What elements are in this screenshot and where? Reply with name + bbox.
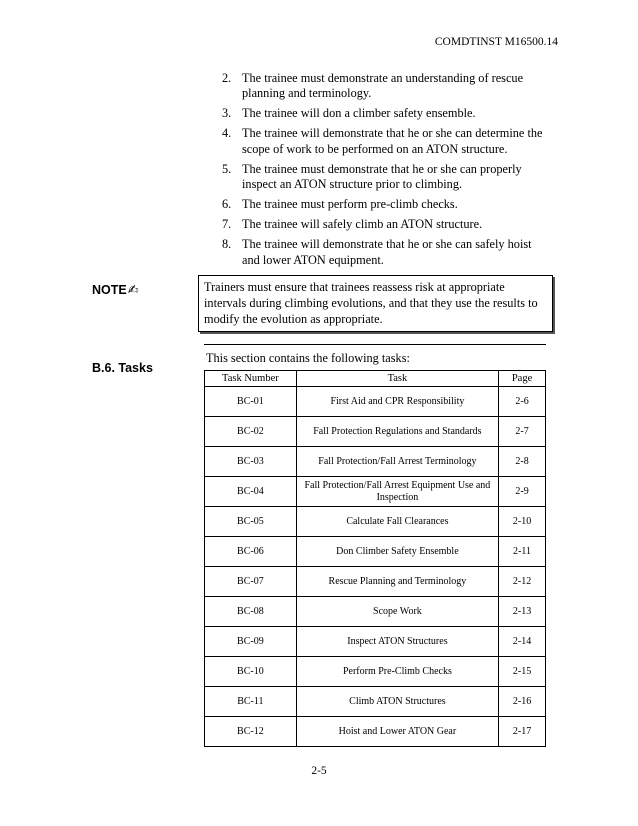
table-row (205, 447, 546, 477)
task-number-cell: BC-06 (205, 537, 297, 567)
document-id: COMDTINST M16500.14 (434, 36, 558, 48)
pen-hand-icon: ✍ (127, 283, 139, 298)
list-item (222, 217, 552, 232)
table-row (205, 627, 546, 657)
task-number-cell: BC-11 (205, 687, 297, 717)
table-row (205, 417, 546, 447)
task-name-cell: Hoist and Lower ATON Gear (296, 717, 498, 747)
task-name-cell: Fall Protection/Fall Arrest Equipment Use and Inspection (296, 477, 498, 507)
step-number: 8. (222, 237, 232, 252)
table-row (205, 387, 546, 417)
step-number: 4. (222, 126, 232, 141)
task-page-cell: 2-15 (499, 657, 546, 687)
task-page-cell: 2-9 (499, 477, 546, 507)
task-page-cell: 2-6 (499, 387, 546, 417)
step-text: The trainee must perform pre-climb checks. (242, 197, 458, 212)
task-number-cell: BC-04 (205, 477, 297, 507)
task-name-cell: Perform Pre-Climb Checks (296, 657, 498, 687)
task-name-cell: Fall Protection/Fall Arrest Terminology (296, 447, 498, 477)
task-number-cell: BC-07 (205, 567, 297, 597)
list-item (222, 162, 552, 193)
task-page-cell: 2-13 (499, 597, 546, 627)
header-task: Task (296, 371, 498, 387)
step-number: 2. (222, 71, 232, 85)
task-name-cell: Fall Protection Regulations and Standards (296, 417, 498, 447)
step-text: The trainee will don a climber safety ensemble. (242, 106, 476, 121)
task-page-cell: 2-7 (499, 417, 546, 447)
task-number-cell: BC-09 (205, 627, 297, 657)
table-row (205, 597, 546, 627)
table-row (205, 477, 546, 507)
task-number-cell: BC-08 (205, 597, 297, 627)
task-name-cell: Rescue Planning and Terminology (296, 567, 498, 597)
note-label (92, 283, 139, 298)
task-name-cell: Climb ATON Structures (296, 687, 498, 717)
list-item (222, 197, 552, 212)
step-text: The trainee must demonstrate that he or she can properly inspect an ATON structure prior to climbing. (242, 161, 522, 192)
tasks-table (204, 370, 546, 747)
list-item (222, 237, 552, 268)
task-page-cell: 2-12 (499, 567, 546, 597)
section-intro: This section contains the following tasks: (206, 351, 410, 365)
step-number: 7. (222, 217, 232, 232)
table-row (205, 717, 546, 747)
task-number-cell: BC-05 (205, 507, 297, 537)
task-page-cell: 2-16 (499, 687, 546, 717)
task-page-cell: 2-14 (499, 627, 546, 657)
task-page-cell: 2-11 (499, 537, 546, 567)
section-divider (204, 344, 546, 345)
step-list (222, 71, 552, 273)
task-number-cell: BC-02 (205, 417, 297, 447)
task-page-cell: 2-17 (499, 717, 546, 747)
task-name-cell: Inspect ATON Structures (296, 627, 498, 657)
table-row (205, 507, 546, 537)
task-number-cell: BC-12 (205, 717, 297, 747)
step-text: The trainee will demonstrate that he or she can safely hoist and lower ATON equipment. (242, 237, 532, 267)
page-number: 2-5 (311, 765, 327, 777)
note-label-text: NOTE (92, 283, 127, 297)
section-label: B.6. Tasks (92, 361, 153, 375)
note-box: Trainers must ensure that trainees reassess risk at appropriate intervals during climbing evolutions, and that they use the results to modify the evolution as appropriate. (198, 275, 553, 332)
header-page: Page (499, 371, 546, 387)
task-page-cell: 2-8 (499, 447, 546, 477)
table-row (205, 567, 546, 597)
header-task-number: Task Number (205, 371, 297, 387)
table-row (205, 537, 546, 567)
task-name-cell: Scope Work (296, 597, 498, 627)
step-number: 3. (222, 106, 232, 121)
task-number-cell: BC-01 (205, 387, 297, 417)
task-name-cell: Don Climber Safety Ensemble (296, 537, 498, 567)
table-row (205, 657, 546, 687)
list-item (222, 106, 552, 121)
step-text: The trainee must demonstrate an understanding of rescue planning and terminology. (242, 71, 524, 101)
list-item (222, 126, 552, 157)
step-number: 5. (222, 161, 232, 176)
task-name-cell: Calculate Fall Clearances (296, 507, 498, 537)
task-number-cell: BC-10 (205, 657, 297, 687)
task-page-cell: 2-10 (499, 507, 546, 537)
table-row (205, 687, 546, 717)
step-text: The trainee will safely climb an ATON structure. (242, 217, 483, 232)
step-number: 6. (222, 197, 232, 212)
task-name-cell: First Aid and CPR Responsibility (296, 387, 498, 417)
task-number-cell: BC-03 (205, 447, 297, 477)
table-header-row (205, 371, 546, 387)
list-item (222, 71, 552, 102)
step-text: The trainee will demonstrate that he or she can determine the scope of work to be performed on an ATON structure. (242, 126, 543, 156)
